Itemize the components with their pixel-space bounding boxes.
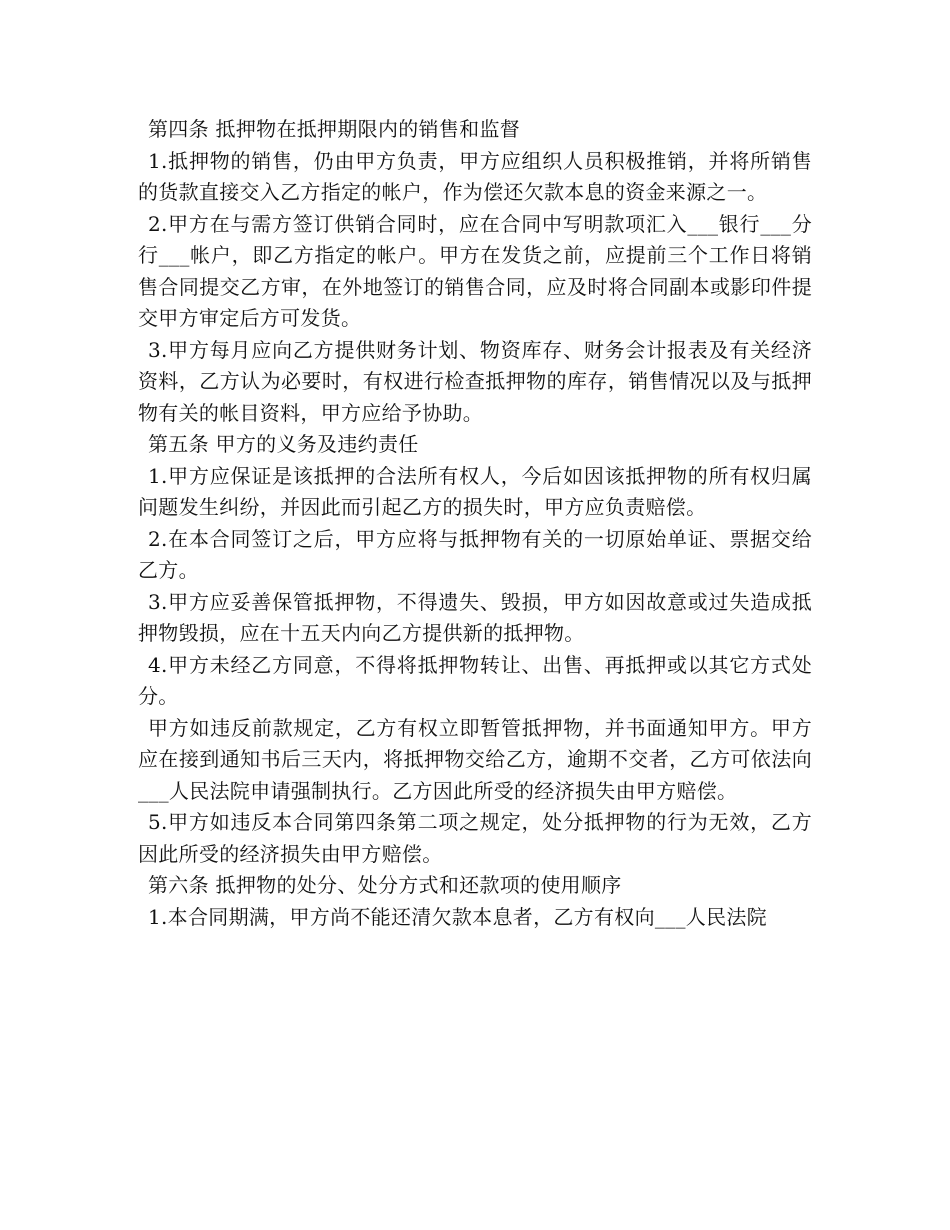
article-5-heading: 第五条 甲方的义务及违约责任 bbox=[148, 432, 419, 456]
article-4-clause-3: 3.甲方每月应向乙方提供财务计划、物资库存、财务会计报表及有关经济资料，乙方认为必要时，有权进行检查抵押物的库存，销售情况以及与抵押物有关的帐目资料，甲方应给予协助。 bbox=[138, 337, 812, 425]
article-5-clause-5: 5.甲方如违反本合同第四条第二项之规定，处分抵押物的行为无效，乙方因此所受的经济损失由甲方赔偿。 bbox=[138, 810, 812, 866]
document-page bbox=[138, 114, 812, 933]
article-4-heading: 第四条 抵押物在抵押期限内的销售和监督 bbox=[148, 117, 521, 141]
article-5-clause-1: 1.甲方应保证是该抵押的合法所有权人，今后如因该抵押物的所有权归属问题发生纠纷，并因此而引起乙方的损失时，甲方应负责赔偿。 bbox=[138, 463, 812, 519]
article-6-clause-1: 1.本合同期满，甲方尚不能还清欠款本息者，乙方有权向___人民法院 bbox=[148, 904, 767, 929]
article-4-clause-1: 1.抵押物的销售，仍由甲方负责，甲方应组织人员积极推销，并将所销售的货款直接交入乙方指定的帐户，作为偿还欠款本息的资金来源之一。 bbox=[138, 148, 812, 204]
article-6-heading: 第六条 抵押物的处分、处分方式和还款项的使用顺序 bbox=[148, 873, 622, 897]
article-5-clause-3: 3.甲方应妥善保管抵押物，不得遗失、毁损，甲方如因故意或过失造成抵押物毁损，应在十五天内向乙方提供新的抵押物。 bbox=[138, 589, 812, 645]
article-5-clause-4-paragraph-2: 甲方如违反前款规定，乙方有权立即暂管抵押物，并书面通知甲方。甲方应在接到通知书后三天内，将抵押物交给乙方，逾期不交者，乙方可依法向___人民法院申请强制执行。乙方因此所受的经济损失由甲方赔偿。 bbox=[138, 715, 812, 803]
article-5-clause-2: 2.在本合同签订之后，甲方应将与抵押物有关的一切原始单证、票据交给乙方。 bbox=[138, 526, 812, 582]
article-4-clause-2: 2.甲方在与需方签订供销合同时，应在合同中写明款项汇入___银行___分行___帐户，即乙方指定的帐户。甲方在发货之前，应提前三个工作日将销售合同提交乙方审，在外地签订的销售合同，应及时将合同副本或影印件提交甲方审定后方可发货。 bbox=[138, 211, 812, 330]
article-5-clause-4: 4.甲方未经乙方同意，不得将抵押物转让、出售、再抵押或以其它方式处分。 bbox=[138, 652, 812, 708]
